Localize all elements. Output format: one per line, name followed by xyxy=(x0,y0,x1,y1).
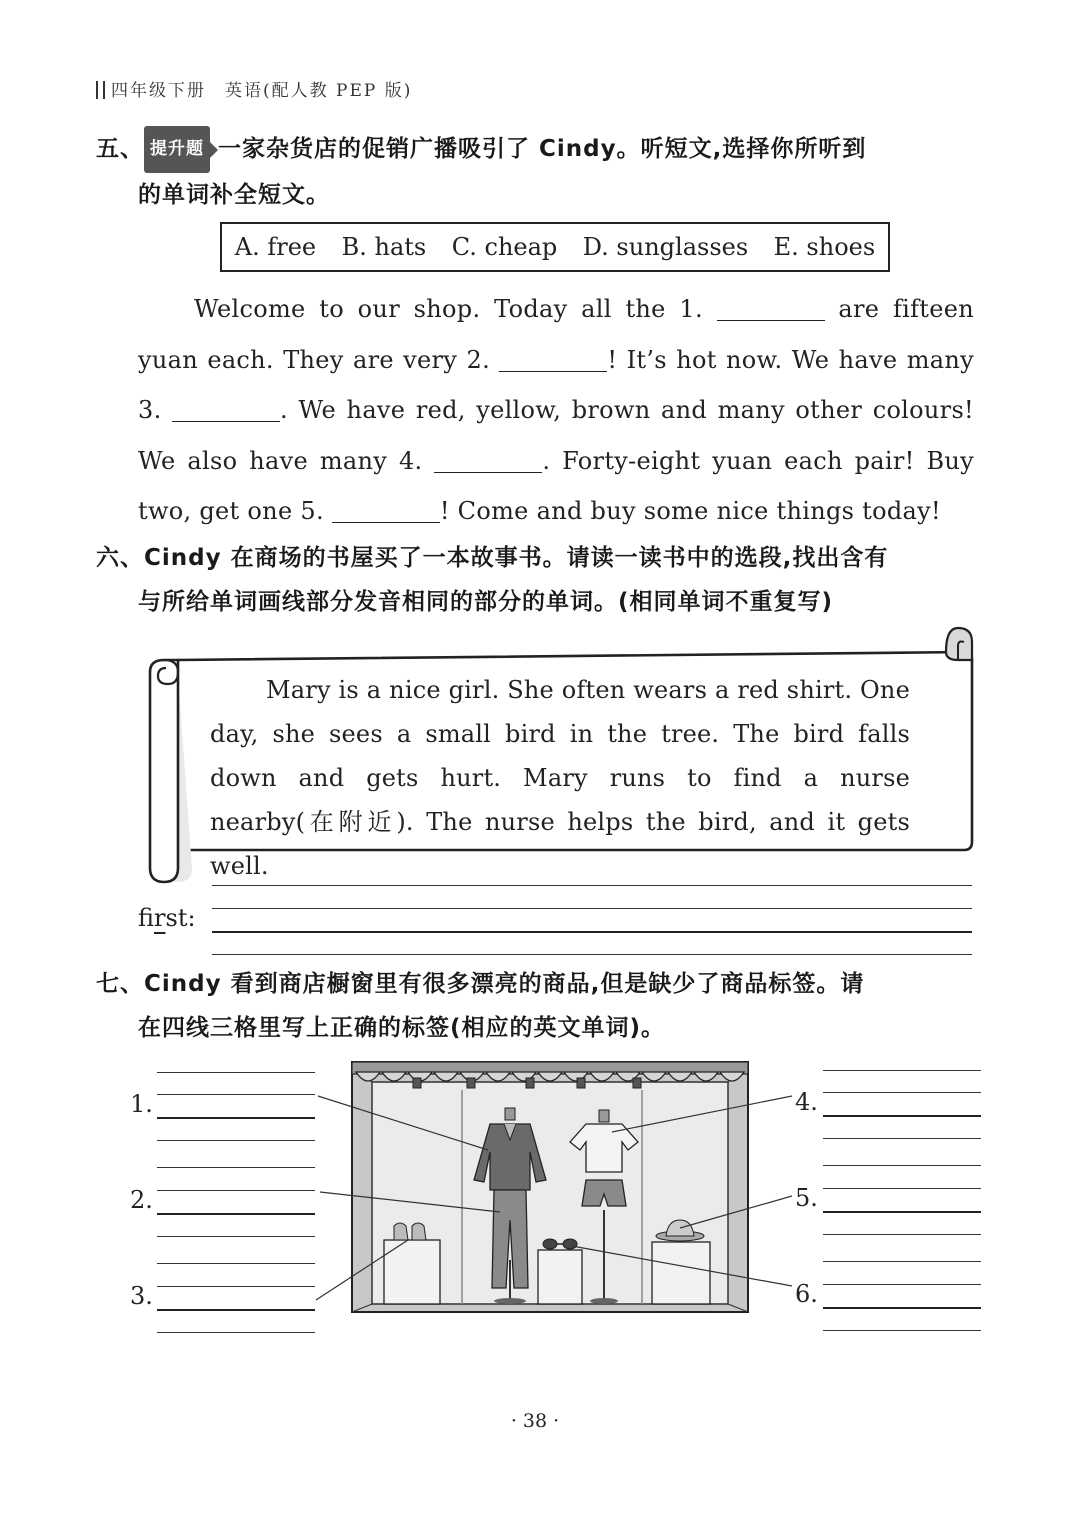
page-number: · 38 · xyxy=(510,1410,560,1432)
section5-title xyxy=(96,126,866,217)
blank-5[interactable] xyxy=(332,500,440,523)
section5-title-line2: 的单词补全短文。 xyxy=(138,182,330,208)
label-4: 4. xyxy=(795,1088,818,1116)
passage-part-3: ! It’s hot now. We have many 3. xyxy=(138,345,974,424)
label-2: 2. xyxy=(130,1186,153,1214)
section6-title-line1: Cindy 在商场的书屋买了一本故事书。请读一读书中的选段,找出含有 xyxy=(144,545,889,571)
first-word-post: st: xyxy=(165,904,196,932)
header-bar-icon xyxy=(96,81,105,99)
first-word-label xyxy=(138,904,196,932)
passage-part-1: Welcome to our shop. Today all the 1. xyxy=(194,295,717,323)
write-line[interactable] xyxy=(212,885,972,886)
leader-lines xyxy=(0,1060,1070,1320)
section5-passage xyxy=(138,284,974,537)
passage-part-5: . Forty-eight yuan each pair! Buy two, get one 5. xyxy=(138,446,974,525)
page-header xyxy=(96,76,412,101)
grid-line xyxy=(823,1330,981,1331)
story-excerpt xyxy=(210,668,910,888)
blank-3[interactable] xyxy=(172,399,280,422)
section7-title-line2: 在四线三格里写上正确的标签(相应的英文单词)。 xyxy=(138,1015,666,1041)
section5-number: 五、 xyxy=(96,136,144,162)
option-a: A. free xyxy=(234,233,317,261)
grid-line xyxy=(157,1332,315,1333)
passage-part-4: . We have red, yellow, brown and many other colours! We also have many 4. xyxy=(138,396,975,475)
label-1: 1. xyxy=(130,1090,153,1118)
label-5: 5. xyxy=(795,1184,818,1212)
section7-title xyxy=(96,962,864,1050)
option-c: C. cheap xyxy=(451,233,558,261)
label-3: 3. xyxy=(130,1282,153,1310)
section5-tag: 提升题 xyxy=(144,126,210,173)
option-e: E. shoes xyxy=(773,233,876,261)
write-line[interactable] xyxy=(212,908,972,909)
blank-2[interactable] xyxy=(499,349,607,372)
write-line[interactable] xyxy=(212,954,972,955)
passage-part-6: ! Come and buy some nice things today! xyxy=(439,497,941,525)
first-word-pre: f xyxy=(138,904,155,932)
label-6: 6. xyxy=(795,1280,818,1308)
section7-title-line1: Cindy 看到商店橱窗里有很多漂亮的商品,但是缺少了商品标签。请 xyxy=(144,971,865,997)
section6-number: 六、 xyxy=(96,545,144,571)
option-d: D. sunglasses xyxy=(582,233,749,261)
section7-number: 七、 xyxy=(96,971,144,997)
section6-title xyxy=(96,536,888,624)
blank-1[interactable] xyxy=(717,298,825,321)
story-text: Mary is a nice girl. She often wears a red shirt. One day, she sees a small bird in the tree. The bird falls down and gets hurt. Mary runs to find a nurse nearby(在附近). The nurse helps the bird, and it gets well. xyxy=(210,676,910,880)
passage-part-2: are fifteen yuan each. They are very 2. xyxy=(138,295,975,374)
blank-4[interactable] xyxy=(434,450,542,473)
word-bank xyxy=(220,222,890,272)
header-text: 四年级下册 英语(配人教 PEP 版) xyxy=(111,81,413,101)
write-line[interactable] xyxy=(212,931,972,933)
first-word-underlined: ir xyxy=(154,904,166,932)
section5-title-line1: 一家杂货店的促销广播吸引了 Cindy。听短文,选择你所听到 xyxy=(218,136,867,162)
option-b: B. hats xyxy=(341,233,427,261)
section6-title-line2: 与所给单词画线部分发音相同的部分的单词。(相同单词不重复写) xyxy=(138,589,834,615)
